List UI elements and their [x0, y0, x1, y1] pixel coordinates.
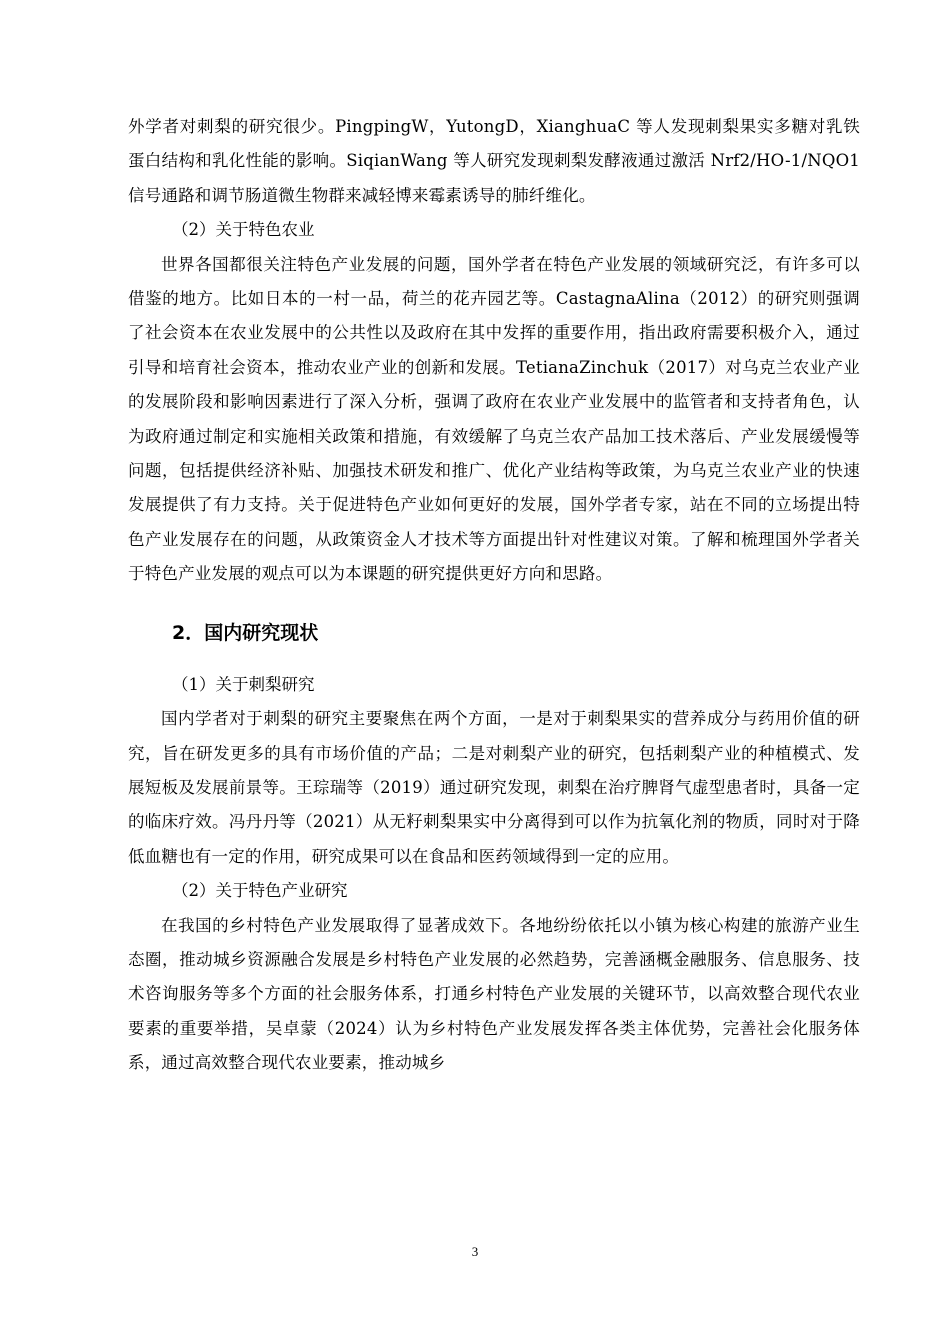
paragraph-domestic-special-industry: 在我国的乡村特色产业发展取得了显著成效下。各地纷纷依托以小镇为核心构建的旅游产业生态圈，推动城乡资源融合发展是乡村特色产业发展的必然趋势，完善涵概金融服务、信息服务、技术咨询服务等多个方面的社会服务体系，打通乡村特色产业发展的关键环节，以高效整合现代农业要素的重要举措，吴卓蒙（2024）认为乡村特色产业发展发挥各类主体优势，完善社会化服务体系，通过高效整合现代农业要素，推动城乡	[128, 915, 860, 1073]
document-page	[128, 110, 860, 1081]
paragraph-foreign-special-agriculture: 世界各国都很关注特色产业发展的问题，国外学者在特色产业发展的领域研究泛，有许多可以借鉴的地方。比如日本的一村一品，荷兰的花卉园艺等。CastagnaAlina（2012）的研究则强调了社会资本在农业发展中的公共性以及政府在其中发挥的重要作用，指出政府需要积极介入，通过引导和培育社会资本，推动农业产业的创新和发展。TetianaZinchuk（2017）对乌克兰农业产业的发展阶段和影响因素进行了深入分析，强调了政府在农业产业发展中的监管者和支持者角色，认为政府通过制定和实施相关政策和措施，有效缓解了乌克兰农产品加工技术落后、产业发展缓慢等问题，包括提供经济补贴、加强技术研发和推广、优化产业结构等政策，为乌克兰农业产业的快速发展提供了有力支持。关于促进特色产业如何更好的发展，国外学者专家，站在不同的立场提出特色产业发展存在的问题，从政策资金人才技术等方面提出针对性建议对策。了解和梳理国外学者关于特色产业发展的观点可以为本课题的研究提供更好方向和思路。	[128, 254, 860, 584]
paragraph-domestic-cili: 国内学者对于刺梨的研究主要聚焦在两个方面，一是对于刺梨果实的营养成分与药用价值的研究，旨在研发更多的具有市场价值的产品；二是对刺梨产业的研究，包括刺梨产业的种植模式、发展短板及发展前景等。王琮瑞等（2019）通过研究发现，刺梨在治疗脾肾气虚型患者时，具备一定的临床疗效。冯丹丹等（2021）从无籽刺梨果实中分离得到可以作为抗氧化剂的物质，同时对于降低血糖也有一定的作用，研究成果可以在食品和医药领域得到一定的应用。	[128, 709, 860, 866]
subheading-domestic-special-industry: （2）关于特色产业研究	[172, 881, 348, 901]
subheading-domestic-cili: （1）关于刺梨研究	[172, 674, 315, 694]
page-number: 3	[471, 1244, 479, 1259]
paragraph-foreign-cili-continued: 外学者对刺梨的研究很少。PingpingW，YutongD，XianghuaC 等人发现刺梨果实多糖对乳铁蛋白结构和乳化性能的影响。SiqianWang 等人研究发现刺梨发酵液通过激活 Nrf2/HO-1/NQO1 信号通路和调节肠道微生物群来减轻博来霉素诱导的肺纤维化。	[128, 117, 860, 205]
section-heading-domestic-research: 2．国内研究现状	[172, 621, 319, 644]
subheading-foreign-special-agriculture: （2）关于特色农业	[172, 220, 315, 240]
